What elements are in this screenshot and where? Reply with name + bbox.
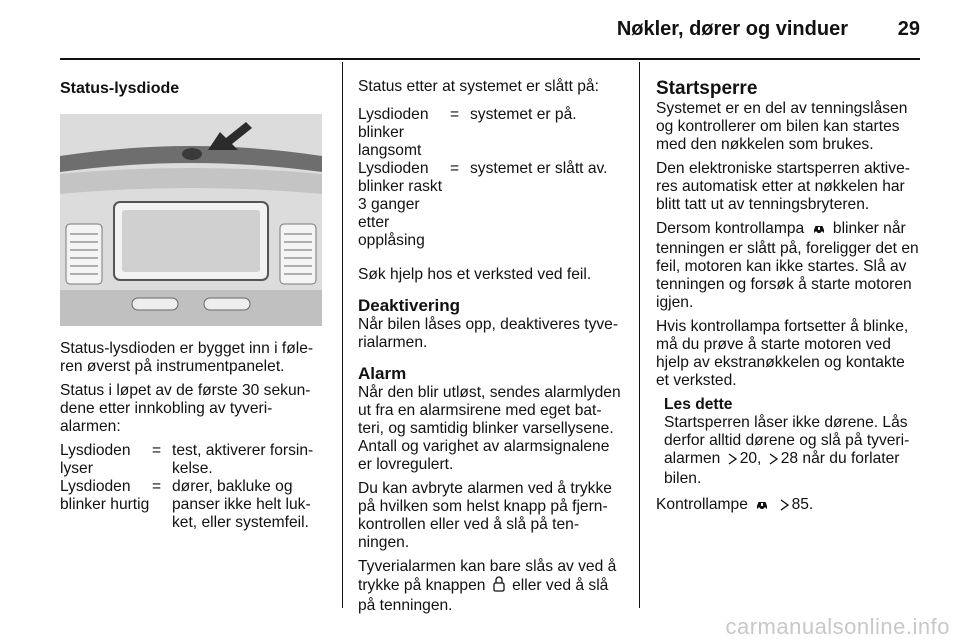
status-term: Lysdioden blinker raskt 3 ganger etter opplåsing [358, 160, 443, 249]
car-key-icon [812, 222, 826, 240]
column-right [656, 70, 920, 522]
dashboard-figure [60, 114, 322, 326]
note-title: Les dette [664, 396, 733, 413]
paragraph: Når bilen låses opp, deaktiveres tyve-rialarmen. [358, 316, 619, 351]
status-table [358, 106, 622, 250]
section-heading: Alarm [358, 364, 407, 383]
status-table [60, 442, 324, 532]
note-box [656, 396, 920, 488]
watermark: carmanualsonline.info [725, 614, 950, 639]
lock-button-icon [493, 576, 505, 597]
table-row [60, 478, 324, 532]
status-term: Lysdioden blinker hurtig [60, 478, 150, 513]
status-term: Lysdioden lyser [60, 442, 131, 477]
column-middle [358, 70, 622, 621]
section-heading: Status-lysdiode [60, 80, 180, 97]
text-segment: eller ved å slå på tenningen. [358, 577, 609, 614]
page-number: 29 [897, 18, 920, 40]
status-description: systemet er på. [470, 106, 577, 123]
paragraph: Du kan avbryte alarmen ved å trykke på hvilken som helst knapp på fjern-kontrollen eller ved å slå på ten-ningen. [358, 480, 612, 551]
column-left [60, 70, 324, 532]
paragraph: Den elektroniske startsperren aktive-res automatisk etter at nøkkelen har blitt tatt ut av tenningsbryteren. [656, 160, 910, 213]
section-heading: Startsperre [656, 78, 758, 99]
section-heading: Deaktivering [358, 296, 461, 315]
text-segment: Startsperren låser ikke dørene. Lås derfor alltid dørene og slå på tyveri-alarmen [664, 414, 910, 467]
text-segment: Tyverialarmen kan bare slås av ved å trykke på knappen [358, 558, 617, 594]
car-key-icon [755, 498, 769, 516]
paragraph: Søk hjelp hos et verksted ved feil. [358, 266, 592, 283]
note-text [664, 414, 920, 488]
paragraph [358, 558, 622, 615]
paragraph [656, 496, 920, 516]
page-ref-arrow-icon [728, 452, 737, 470]
text-segment: Kontrollampe [656, 496, 748, 513]
paragraph: Systemet er en del av tenningslåsen og kontrollerer om bilen kan startes med den nøkkelen som brukes. [656, 100, 908, 153]
text-segment: Dersom kontrollampa [656, 220, 805, 237]
paragraph: Status etter at systemet er slått på: [358, 78, 599, 95]
table-row [60, 442, 324, 478]
dashboard-illustration [60, 114, 322, 326]
equals-sign: = [152, 442, 162, 459]
column-divider [342, 62, 343, 608]
page-header [0, 0, 960, 60]
text-segment: blinker når tenningen er slått på, foreligger det en feil, motoren kan ikke startes. Slå av tenningen og forsøk å starte motoren igjen. [656, 220, 919, 311]
status-description: dører, bakluke og panser ikke helt luk-ket, eller systemfeil. [172, 478, 311, 531]
equals-sign: = [152, 478, 162, 495]
page-reference[interactable]: 85. [791, 496, 814, 513]
paragraph [656, 220, 920, 312]
paragraph: Status-lysdioden er bygget inn i føle-ren øverst på instrumentpanelet. [60, 340, 314, 375]
paragraph: Status i løpet av de første 30 sekun-dene etter innkobling av tyveri-alarmen: [60, 382, 311, 435]
status-term: Lysdioden blinker langsomt [358, 106, 429, 159]
page-reference[interactable]: 28 når du forlater bilen. [664, 450, 900, 487]
page-ref-arrow-icon [769, 452, 778, 470]
table-row [358, 160, 622, 250]
equals-sign: = [450, 160, 460, 177]
page-ref-arrow-icon [780, 498, 789, 516]
table-row [358, 106, 622, 160]
page-reference[interactable]: 20, [739, 450, 762, 467]
equals-sign: = [450, 106, 460, 123]
status-description: test, aktiverer forsin-kelse. [172, 442, 314, 477]
paragraph: Når den blir utløst, sendes alarmlyden ut fra en alarmsirene med eget bat-teri, og samtidig blinker varsellysene. Antall og varighet av alarmsignalene er lovregulert. [358, 384, 621, 473]
header-divider [60, 58, 920, 60]
page-title: Nøkler, dører og vinduer [616, 18, 848, 40]
paragraph: Hvis kontrollampa fortsetter å blinke, må du prøve å starte motoren ved hjelp av ekstranøkkelen og kontakte et verksted. [656, 318, 909, 389]
status-description: systemet er slått av. [470, 160, 608, 177]
column-divider [639, 62, 640, 608]
